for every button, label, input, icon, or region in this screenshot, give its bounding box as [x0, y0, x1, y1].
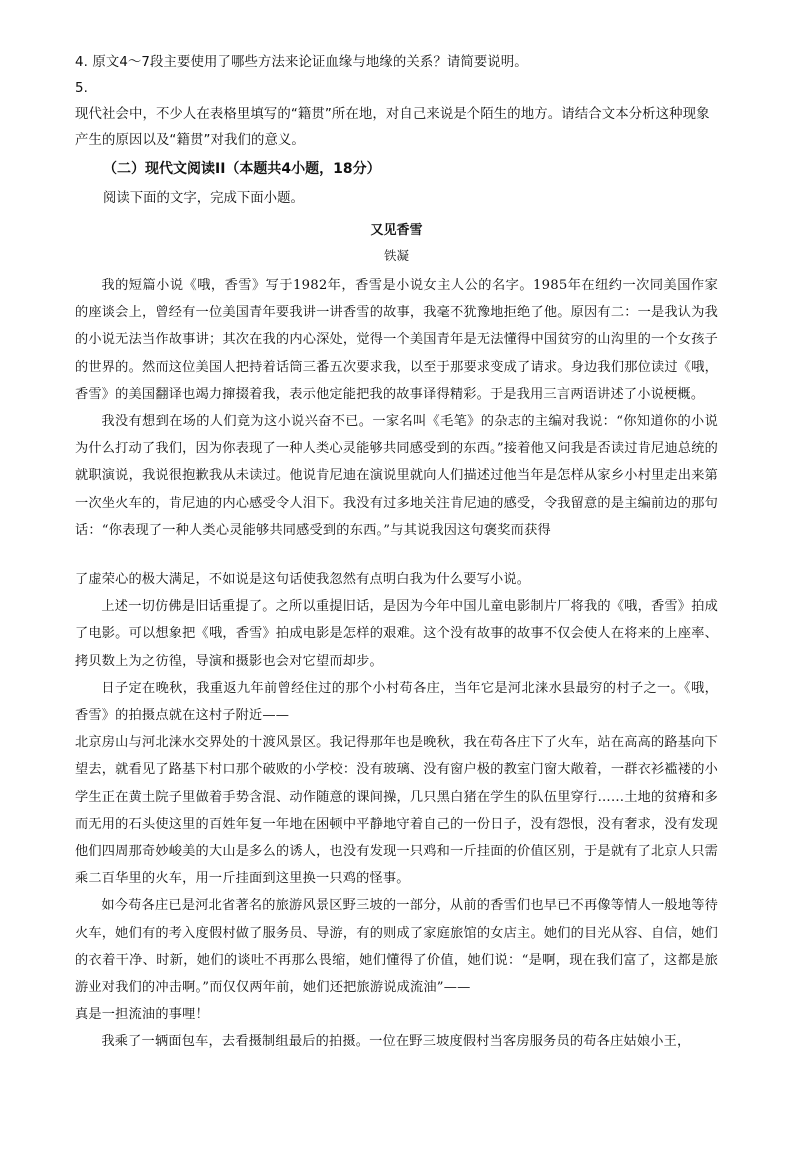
article-paragraph: 我没有想到在场的人们竟为这小说兴奋不已。一家名叫《毛笔》的杂志的主编对我说：“你知道你的小说为什么打动了我们，因为你表现了一种人类心灵能够共同感受到的东西。”接着他又问我是否读过肯尼迪总统的就职演说，我说很抱歉我从未读过。他说肯尼迪在演说里就向人们描述过他当年是怎样从家乡小村里走出来第一次坐火车的，肯尼迪的内心感受令人泪下。我没有过多地关注肯尼迪的感受，令我留意的是主编前边的那句话：“你表现了一种人类心灵能够共同感受到的东西。”与其说我因这句褒奖而获得 [75, 414, 718, 538]
article-title: 又见香雪 [370, 223, 423, 238]
article-paragraph: 北京房山与河北涞水交界处的十渡风景区。我记得那年也是晚秋，我在苟各庄下了火车，站在高高的路基向下望去，就看见了路基下村口那个破败的小学校：没有玻璃、没有窗户极的教室门窗大敞着，一群衣衫褴褛的小学生正在黄土院子里做着手势含混、动作随意的课间操，几只黑白猪在学生的队伍里穿行……土地的贫瘠和多而无用的石头使这里的百姓年复一年地在困顿中平静地守着自己的一份日子，没有怨恨，没有奢求，没有发现他们四周那奇妙峻美的大山是多么的诱人，也没有发现一只鸡和一斤挂面的价值区别，于是就有了北京人只需乘二百华里的火车，用一斤挂面到这里换一只鸡的怪事。 [75, 735, 718, 887]
article-paragraph: 了虚荣心的极大满足，不如说是这句话使我忽然有点明白我为什么要写小说。 [75, 572, 531, 588]
question-5-number: 5. [75, 81, 88, 96]
article-paragraph: 真是一担流油的事哩！ [75, 1007, 209, 1023]
article-paragraph: 日子定在晚秋，我重返九年前曾经住过的那个小村苟各庄，当年它是河北涞水县最穷的村子之一。《哦，香雪》的拍摄点就在这村子附近—— [75, 680, 718, 724]
question-5-text: 现代社会中，不少人在表格里填写的“籍贯”所在地，对自己来说是个陌生的地方。请结合文本分析这种现象产生的原因以及“籍贯”对我们的意义。 [75, 107, 710, 148]
question-4: 4. 原文4～7段主要使用了哪些方法来论证血缘与地缘的关系？请简要说明。 [75, 55, 528, 70]
article-paragraph: 我乘了一辆面包车，去看摄制组最后的拍摄。一位在野三坡度假村当客房服务员的苟各庄姑娘小王， [101, 1034, 691, 1050]
document-page [0, 50, 794, 1174]
section-heading: （二）现代文阅读II（本题共4小题，18分） [103, 161, 381, 177]
article-paragraph: 上述一切仿佛是旧话重提了。之所以重提旧话，是因为今年中国儿童电影制片厂将我的《哦，香雪》拍成了电影。可以想象把《哦，香雪》拍成电影是怎样的艰难。这个没有故事的故事不仅会使人在将来的上座率、拷贝数上为之彷徨，导演和摄影也会对它望而却步。 [75, 599, 718, 669]
article-author: 铁凝 [383, 248, 409, 263]
reading-instruction: 阅读下面的文字，完成下面小题。 [103, 191, 304, 206]
article-paragraph: 如今苟各庄已是河北省著名的旅游风景区野三坡的一部分，从前的香雪们也早已不再像等情人一般地等待火车，她们有的考入度假村做了服务员、导游，有的则成了家庭旅馆的女店主。她们的目光从容、自信，她们的衣着干净、时新，她们的谈吐不再那么畏缩，她们懂得了价值，她们说：“是啊，现在我们富了，这都是旅游业对我们的冲击啊。”而仅仅两年前，她们还把旅游说成流油”—— [75, 898, 718, 996]
article-paragraph: 我的短篇小说《哦，香雪》写于1982年，香雪是小说女主人公的名字。1985年在纽约一次同美国作家的座谈会上，曾经有一位美国青年要我讲一讲香雪的故事，我毫不犹豫地拒绝了他。原因有二：一是我认为我的小说无法当作故事讲；其次在我的内心深处，觉得一个美国青年是无法懂得中国贫穷的山沟里的一个女孩子的世界的。然而这位美国人把持着话筒三番五次要求我，以至于那要求变成了请求。身边我们那位读过《哦，香雪》的美国翻译也竭力撺掇着我，表示他定能把我的故事译得精彩。于是我用三言两语讲述了小说梗概。 [75, 278, 718, 402]
